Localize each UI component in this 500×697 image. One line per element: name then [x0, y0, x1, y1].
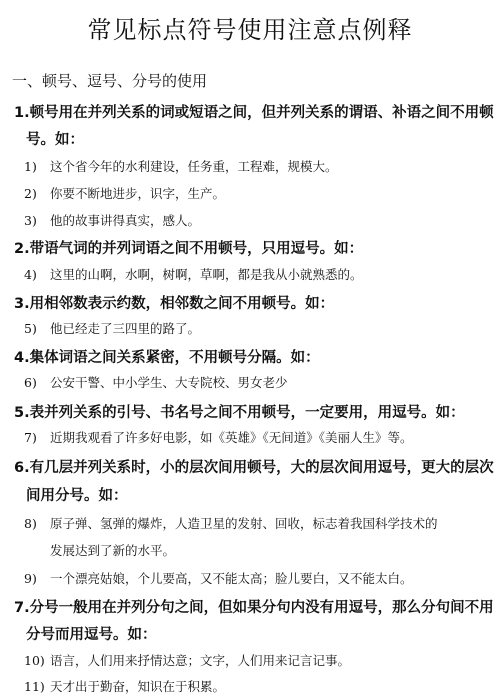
rule-6-line-2: 间用分号。如： [26, 488, 128, 504]
rule-3-line-1: 3.用相邻数表示约数，相邻数之间不用顿号。如： [14, 296, 335, 312]
example-5 [24, 319, 200, 337]
rule-7-line-2: 分号而用逗号。如： [26, 627, 157, 643]
example-text: 他已经走了三四里的路了。 [50, 321, 201, 336]
example-number: 11) [24, 679, 45, 694]
example-number: 8) [24, 516, 37, 531]
example-number: 4) [24, 267, 37, 282]
example-text: 这个省今年的水利建设，任务重，工程难，规模大。 [50, 159, 338, 174]
example-2 [24, 184, 225, 202]
example-8-line-2: 发展达到了新的水平。 [50, 543, 176, 558]
example-4 [24, 265, 363, 283]
example-number: 2) [24, 186, 37, 201]
example-10 [24, 651, 350, 669]
example-number: 5) [24, 321, 37, 336]
example-7 [24, 428, 413, 446]
rule-5-line-1: 5.表并列关系的引号、书名号之间不用顿号，一定要用，用逗号。如： [14, 405, 465, 421]
example-text: 他的故事讲得真实，感人。 [50, 213, 201, 228]
example-number: 1) [24, 159, 37, 174]
example-text: 原子弹、氢弹的爆炸，人造卫星的发射、回收，标志着我国科学技术的 [50, 516, 438, 531]
example-number: 9) [24, 571, 37, 586]
rule-4-line-1: 4.集体词语之间关系紧密，不用顿号分隔。如： [14, 350, 320, 366]
section-heading: 一、顿号、逗号、分号的使用 [12, 72, 208, 90]
example-9 [24, 569, 413, 587]
example-text: 你要不断地进步，识字，生产。 [50, 186, 226, 201]
example-8 [24, 514, 438, 532]
example-text: 一个漂亮姑娘，个儿要高，又不能太高；脸儿要白，又不能太白。 [50, 571, 413, 586]
rule-1-line-2: 号。如： [26, 132, 84, 148]
rule-1-line-1: 1.顿号用在并列关系的词或短语之间，但并列关系的谓语、补语之间不用顿 [14, 105, 494, 121]
example-text: 天才出于勤奋，知识在于积累。 [50, 679, 226, 694]
page-title: 常见标点符号使用注意点例释 [87, 16, 413, 44]
example-1 [24, 157, 338, 175]
example-3 [24, 211, 200, 229]
rule-6-line-1: 6.有几层并列关系时，小的层次间用顿号，大的层次间用逗号，更大的层次 [14, 460, 494, 476]
example-text: 公安干警、中小学生、大专院校、男女老少 [50, 375, 288, 390]
example-number: 6) [24, 375, 37, 390]
example-text: 语言，人们用来抒情达意；文字，人们用来记言记事。 [50, 653, 351, 668]
example-text: 近期我观看了许多好电影，如《英雄》《无间道》《美丽人生》等。 [50, 430, 413, 445]
example-number: 10) [24, 653, 45, 668]
example-number: 3) [24, 213, 37, 228]
example-number: 7) [24, 430, 37, 445]
rule-7-line-1: 7.分号一般用在并列分句之间，但如果分句内没有用逗号，那么分句间不用 [14, 600, 494, 616]
example-text: 这里的山啊，水啊，树啊，草啊，都是我从小就熟悉的。 [50, 267, 363, 282]
example-6 [24, 373, 288, 391]
example-11 [24, 677, 225, 695]
rule-2-line-1: 2.带语气词的并列词语之间不用顿号，只用逗号。如： [14, 241, 364, 257]
